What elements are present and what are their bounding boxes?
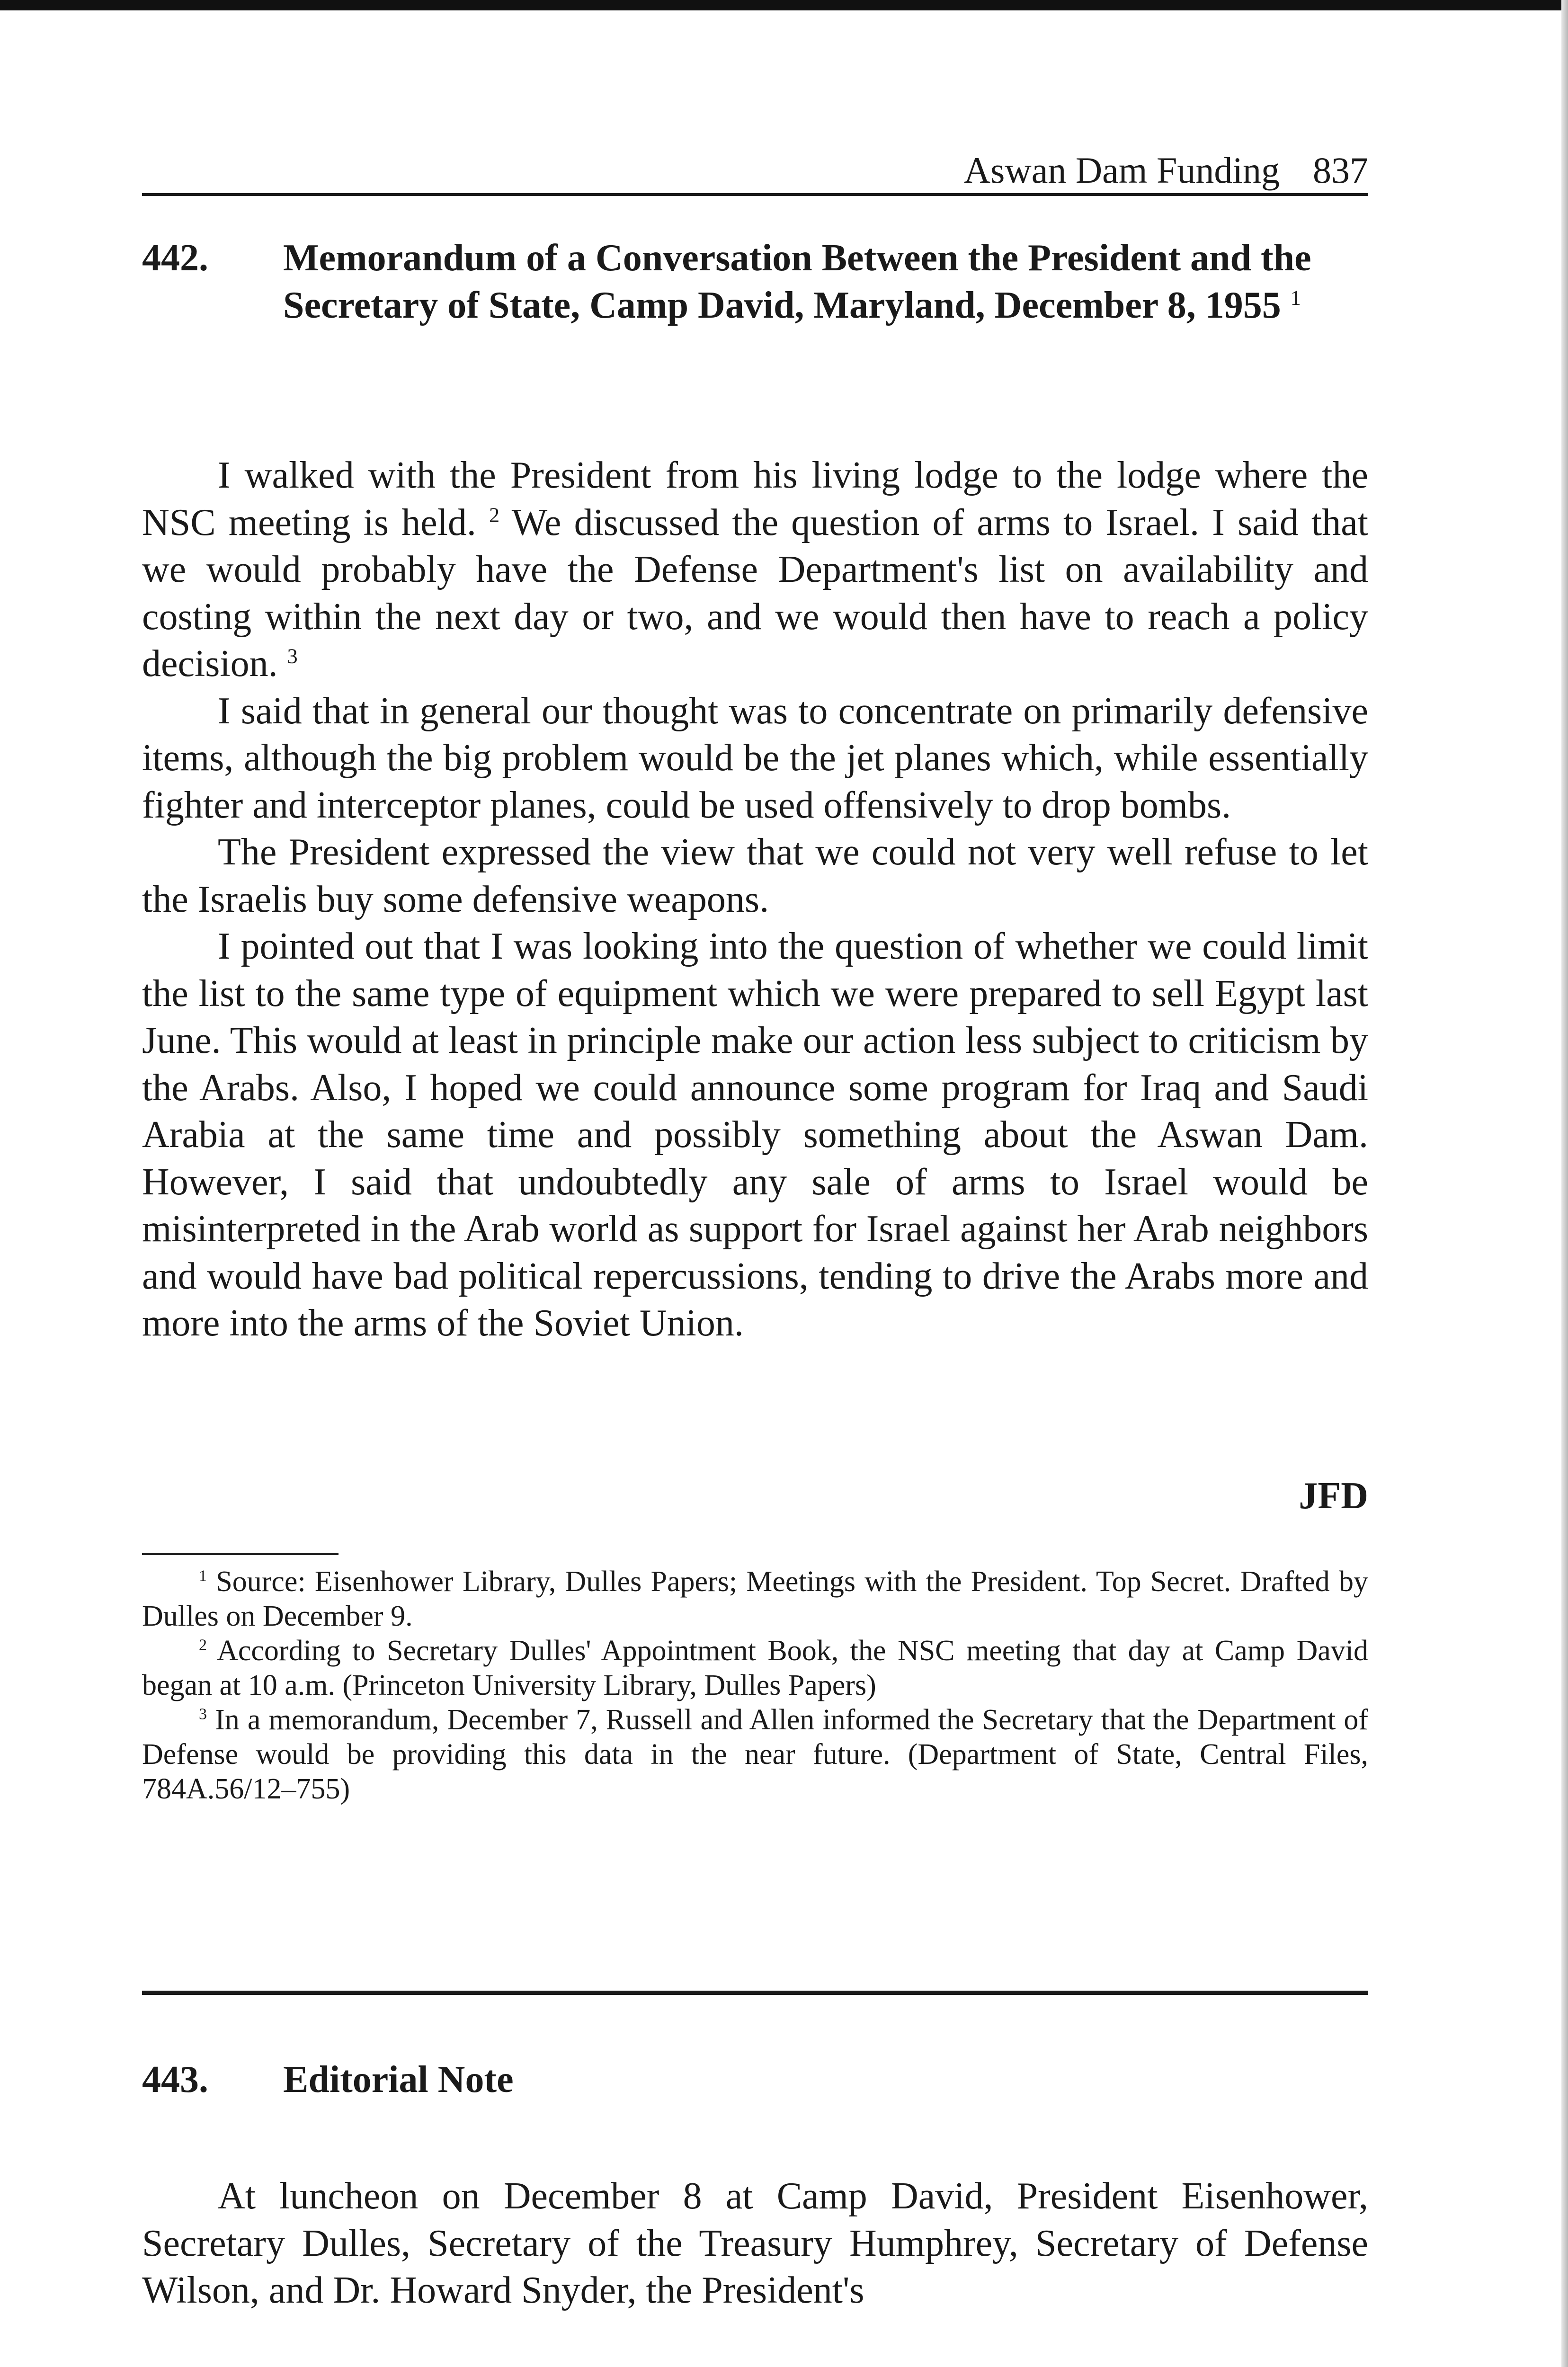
signature-initials: JFD — [1299, 1475, 1368, 1517]
running-head-rule — [142, 193, 1368, 196]
footnote-ref: 3 — [287, 644, 298, 668]
footnote-rule — [142, 1553, 339, 1555]
paragraph-text: I walked with the President from his living lodge to the lodge where the NSC meeting is held. — [142, 454, 1368, 543]
document-442-title-text: Memorandum of a Conversation Between the President and the Secretary of State, Camp David, Maryland, December 8, 1955 — [283, 237, 1311, 326]
footnote-ref: 1 — [1290, 286, 1301, 310]
paragraph-text: I said that in general our thought was to concentrate on primarily defensive items, although the big problem would be the jet planes which, while essentially fighter and interceptor planes, could be used offensively to drop bombs. — [142, 690, 1368, 826]
footnote — [142, 1565, 1368, 1634]
top-border — [0, 0, 1568, 10]
paragraph — [142, 688, 1368, 829]
footnote — [142, 1634, 1368, 1703]
running-head — [142, 147, 1368, 194]
paragraph — [142, 923, 1368, 1347]
page-edge-shadow — [1561, 0, 1568, 2367]
footnote-text: Source: Eisenhower Library, Dulles Papers; Meetings with the President. Top Secret. Drafted by Dulles on December 9. — [142, 1566, 1369, 1632]
document-443-title: Editorial Note — [283, 2059, 514, 2100]
document-442-title — [283, 234, 1363, 329]
page-number: 837 — [1313, 150, 1368, 191]
footnote-number: 1 — [199, 1567, 207, 1585]
paragraph-text: The President expressed the view that we could not very well refuse to let the Israelis buy some defensive weapons. — [142, 831, 1368, 920]
running-head-title: Aswan Dam Funding — [963, 150, 1280, 191]
footnote — [142, 1703, 1368, 1806]
document-442-body — [142, 452, 1368, 1347]
footnote-text: According to Secretary Dulles' Appointment Book, the NSC meeting that day at Camp David began at 10 a.m. (Princeton University Library, Dulles Papers) — [142, 1635, 1368, 1701]
footnotes — [142, 1565, 1368, 1806]
paragraph — [142, 452, 1368, 688]
footnote-text: In a memorandum, December 7, Russell and Allen informed the Secretary that the Department of Defense would be providing this data in the near future. (Department of State, Central Files, 784A.56/12–755) — [142, 1704, 1369, 1805]
document-443-body — [142, 2173, 1368, 2314]
footnote-number: 3 — [199, 1705, 207, 1723]
paragraph-text: I pointed out that I was looking into the question of whether we could limit the list to the same type of equipment which we were prepared to sell Egypt last June. This would at least in principle make our action less subject to criticism by the Arabs. Also, I hoped we could announce some program for Iraq and Saudi Arabia at the same time and possibly something about the Aswan Dam. However, I said that undoubtedly any sale of arms to Israel would be misinterpreted in the Arab world as support for Israel against her Arab neighbors and would have bad political repercussions, tending to drive the Arabs more and more into the arms of the Soviet Union. — [142, 925, 1368, 1344]
section-divider-rule — [142, 1991, 1368, 1995]
document-443-number: 443. — [142, 2059, 208, 2100]
paragraph-text: We discussed the question of arms to Israel. I said that we would probably have the Defense Department's list on availability and costing within the next day or two, and we would then have to reach a policy decision. — [142, 501, 1368, 685]
paragraph: At luncheon on December 8 at Camp David, President Eisenhower, Secretary Dulles, Secretary of the Treasury Humphrey, Secretary of Defense Wilson, and Dr. Howard Snyder, the President's — [142, 2175, 1368, 2311]
footnote-ref: 2 — [489, 503, 500, 526]
paragraph — [142, 829, 1368, 923]
footnote-number: 2 — [199, 1636, 207, 1654]
document-442-number: 442. — [142, 237, 208, 279]
